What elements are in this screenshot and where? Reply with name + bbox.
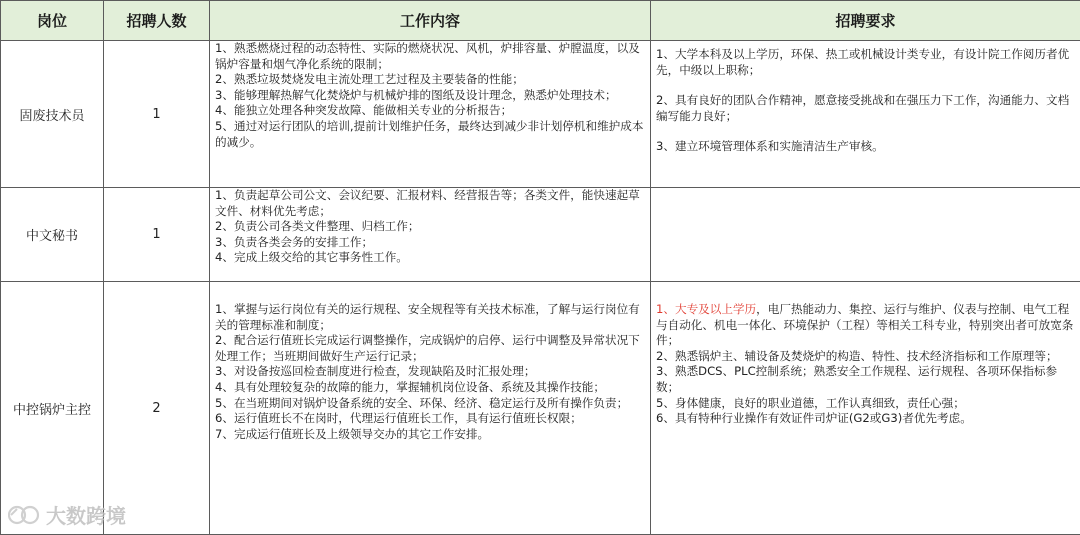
- duties-cell: [210, 41, 651, 188]
- duty-item: 1、负责起草公司公文、会议纪要、汇报材料、经营报告等；各类文件，能快速起草文件、材料优先考虑；: [215, 188, 645, 219]
- duty-item: 2、配合运行值班长完成运行调整操作，完成锅炉的启停、运行中调整及异常状况下处理工作；当班期间做好生产运行记录；: [215, 333, 645, 364]
- duty-item: 4、能独立处理各种突发故障、能做相关专业的分析报告；: [215, 103, 645, 119]
- duty-item: 5、在当班期间对锅炉设备系统的安全、环保、经济、稳定运行及所有操作负责；: [215, 396, 645, 412]
- header-count: 招聘人数: [104, 1, 210, 41]
- duty-item: 3、对设备按巡回检查制度进行检查，发现缺陷及时汇报处理；: [215, 364, 645, 380]
- requirement-item: 3、建立环境管理体系和实施清洁生产审核。: [656, 139, 1075, 155]
- duty-item: 7、完成运行值班长及上级领导交办的其它工作安排。: [215, 427, 645, 443]
- table-row: [1, 41, 1080, 188]
- duty-item: 2、负责公司各类文件整理、归档工作；: [215, 219, 645, 235]
- requirements-cell: [651, 282, 1080, 535]
- requirement-prefix: 1、: [656, 302, 675, 316]
- header-position: 岗位: [1, 1, 104, 41]
- requirements-cell: [651, 41, 1080, 188]
- count-cell: 2: [104, 282, 210, 535]
- requirement-item: 6、具有特种行业操作有效证件司炉证(G2或G3)者优先考虑。: [656, 411, 1075, 427]
- watermark: [8, 500, 126, 529]
- duty-item: 3、能够理解热解气化焚烧炉与机械炉排的图纸及设计理念，熟悉炉处理技术；: [215, 88, 645, 104]
- duties-cell: [210, 282, 651, 535]
- position-cell: 中控锅炉主控: [1, 282, 104, 535]
- duty-item: 4、具有处理较复杂的故障的能力，掌握辅机岗位设备、系统及其操作技能；: [215, 380, 645, 396]
- requirement-item: [656, 302, 1075, 349]
- requirement-item: 2、熟悉锅炉主、辅设备及焚烧炉的构造、特性、技术经济指标和工作原理等；: [656, 349, 1075, 365]
- duty-item: 3、负责各类会务的安排工作；: [215, 235, 645, 251]
- requirement-rest: ，电厂热能动力、集控、运行与维护、仪表与控制、电气工程与自动化、机电一体化、环境保护（工程）等相关工科专业，特别突出者可放宽条件；: [656, 302, 1073, 347]
- requirement-item: 5、身体健康，良好的职业道德，工作认真细致，责任心强；: [656, 396, 1075, 412]
- duty-item: 4、完成上级交给的其它事务性工作。: [215, 250, 645, 266]
- table-row: [1, 188, 1080, 282]
- requirement-item: 3、熟悉DCS、PLC控制系统；熟悉安全工作规程、运行规程、各项环保指标参数；: [656, 364, 1075, 395]
- header-duties: 工作内容: [210, 1, 651, 41]
- count-cell: 1: [104, 188, 210, 282]
- requirement-highlight: 大专及以上学历: [675, 302, 756, 316]
- duty-item: 2、熟悉垃圾焚烧发电主流处理工艺过程及主要装备的性能；: [215, 72, 645, 88]
- duties-cell: [210, 188, 651, 282]
- position-cell: 中文秘书: [1, 188, 104, 282]
- requirements-cell: [651, 188, 1080, 282]
- requirement-item: 2、具有良好的团队合作精神，愿意接受挑战和在强压力下工作，沟通能力、文档编写能力良好；: [656, 93, 1075, 124]
- watermark-text: 大数跨境: [46, 500, 126, 529]
- header-requirements: 招聘要求: [651, 1, 1080, 41]
- watermark-logo-icon: [8, 504, 42, 526]
- requirement-item: 1、大学本科及以上学历，环保、热工或机械设计类专业，有设计院工作阅历者优先，中级以上职称；: [656, 47, 1075, 78]
- duty-item: 5、通过对运行团队的培训,提前计划维护任务，最终达到减少非计划停机和维护成本的减少。: [215, 119, 645, 150]
- table-row: [1, 282, 1080, 535]
- duty-item: 1、掌握与运行岗位有关的运行规程、安全规程等有关技术标准，了解与运行岗位有关的管理标准和制度；: [215, 302, 645, 333]
- position-cell: 固废技术员: [1, 41, 104, 188]
- table-header-row: [1, 1, 1080, 41]
- count-cell: 1: [104, 41, 210, 188]
- duty-item: 6、运行值班长不在岗时，代理运行值班长工作，具有运行值班长权限；: [215, 411, 645, 427]
- duty-item: 1、熟悉燃烧过程的动态特性、实际的燃烧状况、风机，炉排容量、炉膛温度，以及锅炉容量和烟气净化系统的限制；: [215, 41, 645, 72]
